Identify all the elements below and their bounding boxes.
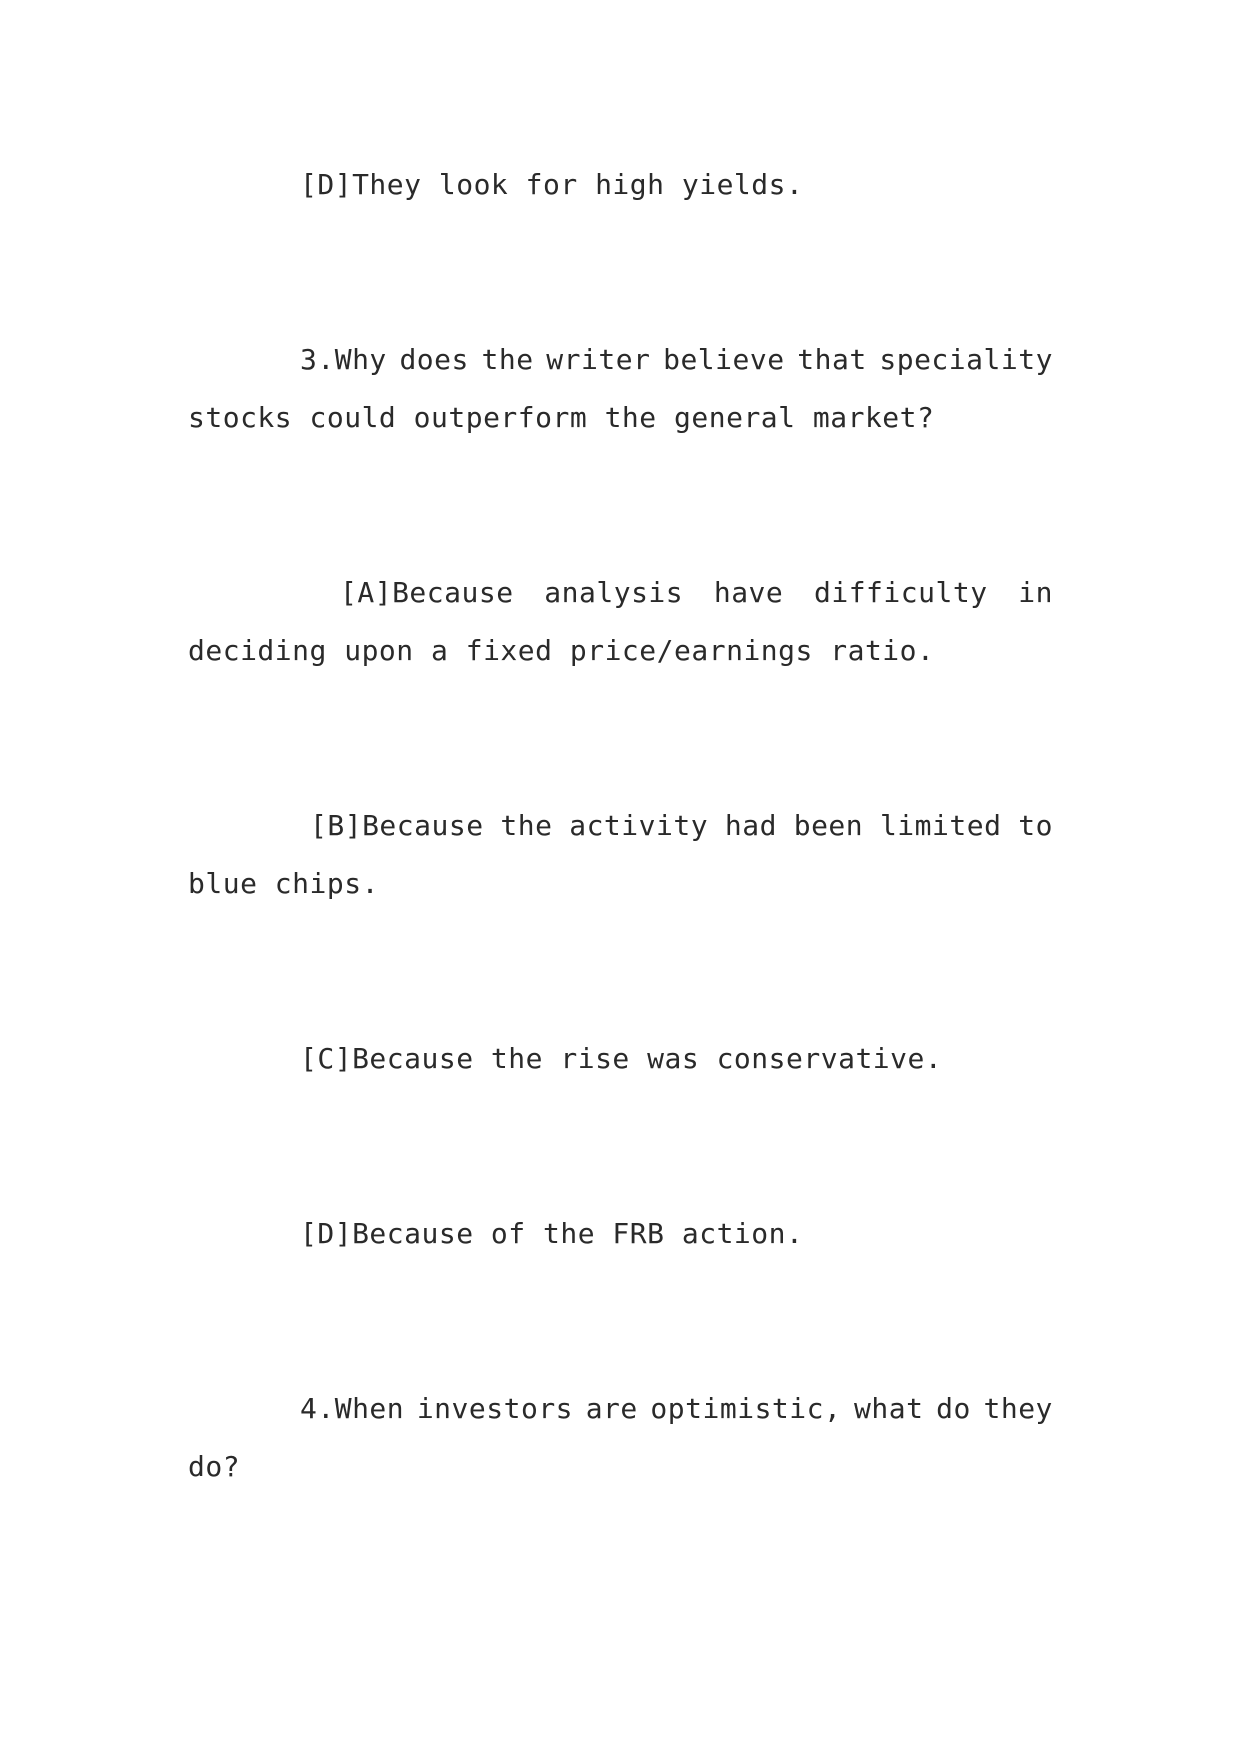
- word: 3.Why: [300, 343, 387, 376]
- q3-option-b-line-1: [310, 797, 1053, 855]
- word: what: [854, 1392, 924, 1425]
- word: difficulty: [813, 576, 988, 609]
- word: have: [713, 576, 784, 609]
- word: they: [983, 1392, 1053, 1425]
- word: in: [1018, 576, 1053, 609]
- question-4-line-1: [300, 1380, 1053, 1438]
- question-4-line-2: do?: [188, 1450, 241, 1483]
- word: been: [793, 809, 864, 842]
- q2-option-d: [D]They look for high yields.: [300, 168, 804, 201]
- word: that: [797, 343, 867, 376]
- word: investors: [416, 1392, 574, 1425]
- word: the: [500, 809, 553, 842]
- word: to: [1018, 809, 1053, 842]
- word: had: [724, 809, 777, 842]
- word: the: [481, 343, 534, 376]
- word: analysis: [544, 576, 684, 609]
- q3-option-d: [D]Because of the FRB action.: [300, 1217, 804, 1250]
- word: believe: [663, 343, 785, 376]
- word: do: [936, 1392, 971, 1425]
- question-3-line-1: [300, 331, 1053, 389]
- q3-option-a-line-1: [340, 564, 1053, 622]
- word: speciality: [879, 343, 1053, 376]
- word: does: [399, 343, 469, 376]
- question-3-line-2: stocks could outperform the general market?: [188, 401, 935, 434]
- word: are: [585, 1392, 638, 1425]
- word: activity: [569, 809, 709, 842]
- word: optimistic,: [650, 1392, 842, 1425]
- word: [B]Because: [310, 809, 484, 842]
- word: 4.When: [300, 1392, 405, 1425]
- word: writer: [546, 343, 651, 376]
- q3-option-c: [C]Because the rise was conservative.: [300, 1042, 943, 1075]
- q3-option-a-line-2: deciding upon a fixed price/earnings ratio.: [188, 634, 935, 667]
- q3-option-b-line-2: blue chips.: [188, 867, 379, 900]
- word: [A]Because: [340, 576, 514, 609]
- word: limited: [879, 809, 1002, 842]
